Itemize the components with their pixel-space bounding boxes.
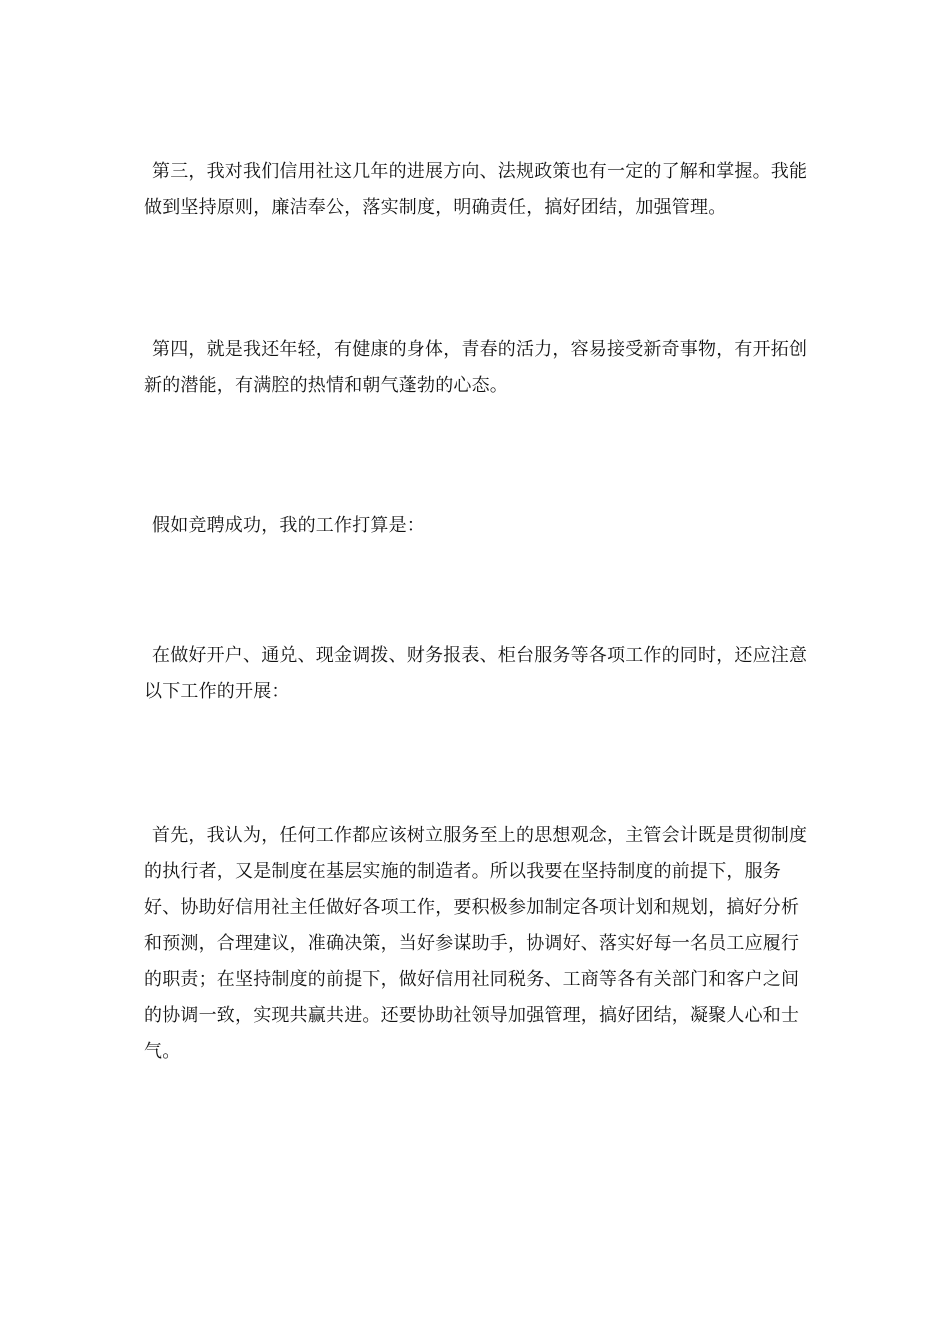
paragraph-work-scope: 在做好开户、通兑、现金调拨、财务报表、柜台服务等各项工作的同时，还应注意以下工作的开展： xyxy=(144,645,808,702)
paragraph-fourth-point: 第四，就是我还年轻，有健康的身体，青春的活力，容易接受新奇事物，有开拓创新的潜能，有满腔的热情和朝气蓬勃的心态。 xyxy=(144,339,808,396)
paragraph-third-point: 第三，我对我们信用社这几年的进展方向、法规政策也有一定的了解和掌握。我能做到坚持原则，廉洁奉公，落实制度，明确责任，搞好团结，加强管理。 xyxy=(144,161,808,218)
paragraph-work-plan-intro: 假如竞聘成功，我的工作打算是： xyxy=(152,515,425,536)
paragraph-first-point: 首先，我认为，任何工作都应该树立服务至上的思想观念，主管会计既是贯彻制度的执行者，又是制度在基层实施的制造者。所以我要在坚持制度的前提下，服务好、协助好信用社主任做好各项工作，要积极参加制定各项计划和规划，搞好分析和预测，合理建议，准确决策，当好参谋助手，协调好、落实好每一名员工应履行的职责；在坚持制度的前提下，做好信用社同税务、工商等各有关部门和客户之间的协调一致，实现共赢共进。还要协助社领导加强管理，搞好团结，凝聚人心和士气。 xyxy=(144,825,808,1062)
